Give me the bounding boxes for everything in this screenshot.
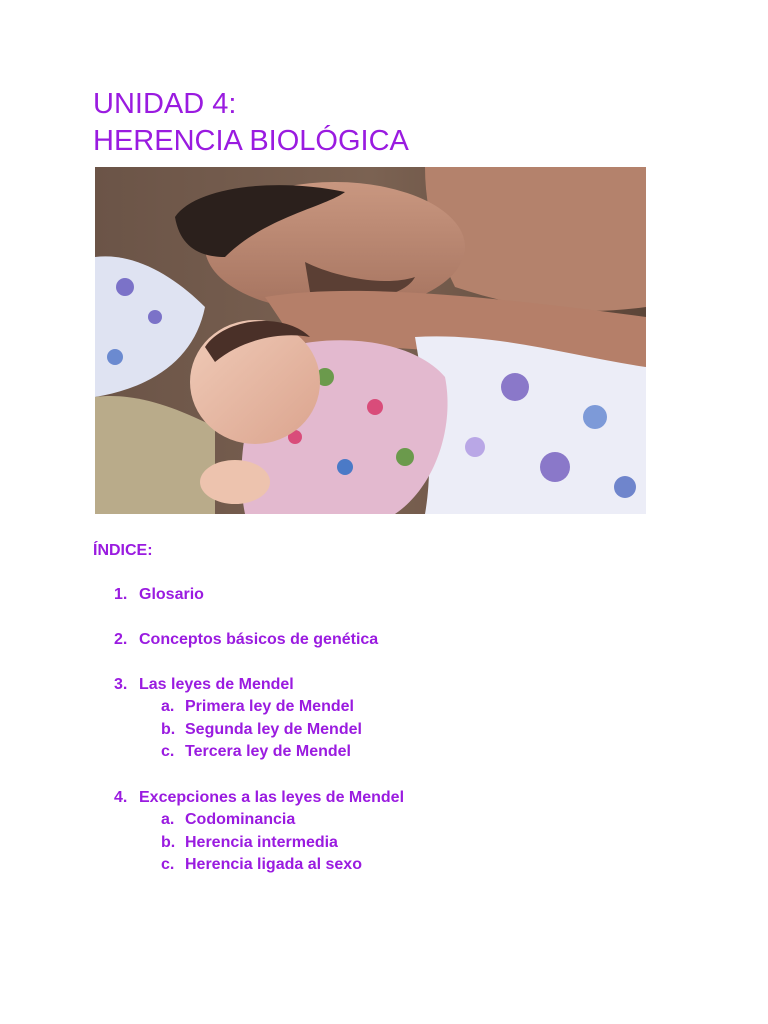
toc-item-glossary [114,584,614,606]
toc-item-basic-genetics [114,629,614,651]
toc-item-label: Las leyes de Mendel [139,676,294,693]
toc-item-label: Excepciones a las leyes de Mendel [139,789,405,806]
toc-subitem-letter: b. [161,720,176,738]
toc-subitem-letter: a. [161,811,175,828]
toc-subitem-letter: b. [161,833,176,851]
toc-subitem-label: Segunda ley de Mendel [185,720,362,738]
toc-item-label: Glosario [139,586,204,603]
toc-item-label: Conceptos básicos de genética [139,631,379,648]
toc-item-mendel-exceptions [114,787,614,877]
index-heading: ÍNDICE: [93,542,153,559]
toc-item-number: 4. [114,789,128,806]
cover-photo [95,167,646,514]
toc-subitem-sex-linked-inheritance [161,854,614,877]
toc-subitem-letter: c. [161,856,175,873]
toc-item-number: 2. [114,631,128,648]
toc-item-number: 3. [114,676,128,693]
toc-subitem-label: Herencia ligada al sexo [185,856,362,873]
toc-subitem-label: Tercera ley de Mendel [185,743,351,760]
sleeping-father-baby-illustration [95,167,646,514]
page-title [93,86,409,160]
toc-subitem-label: Herencia intermedia [185,833,338,851]
toc-sublist-mendel-laws [114,696,614,764]
toc-subitem-letter: a. [161,698,175,715]
toc-subitem-label: Primera ley de Mendel [185,698,354,715]
toc-subitem-third-law [161,741,614,764]
title-line-unit: UNIDAD 4: [93,88,237,120]
toc-subitem-second-law [161,719,614,742]
toc-subitem-letter: c. [161,743,175,760]
toc-subitem-label: Codominancia [185,811,296,828]
toc-item-mendel-laws [114,674,614,764]
title-line-topic: HERENCIA BIOLÓGICA [93,125,409,157]
toc-subitem-first-law [161,696,614,719]
toc-sublist-mendel-exceptions [114,809,614,877]
toc-subitem-intermediate-inheritance [161,832,614,855]
toc-subitem-codominance [161,809,614,832]
toc-item-number: 1. [114,586,128,603]
